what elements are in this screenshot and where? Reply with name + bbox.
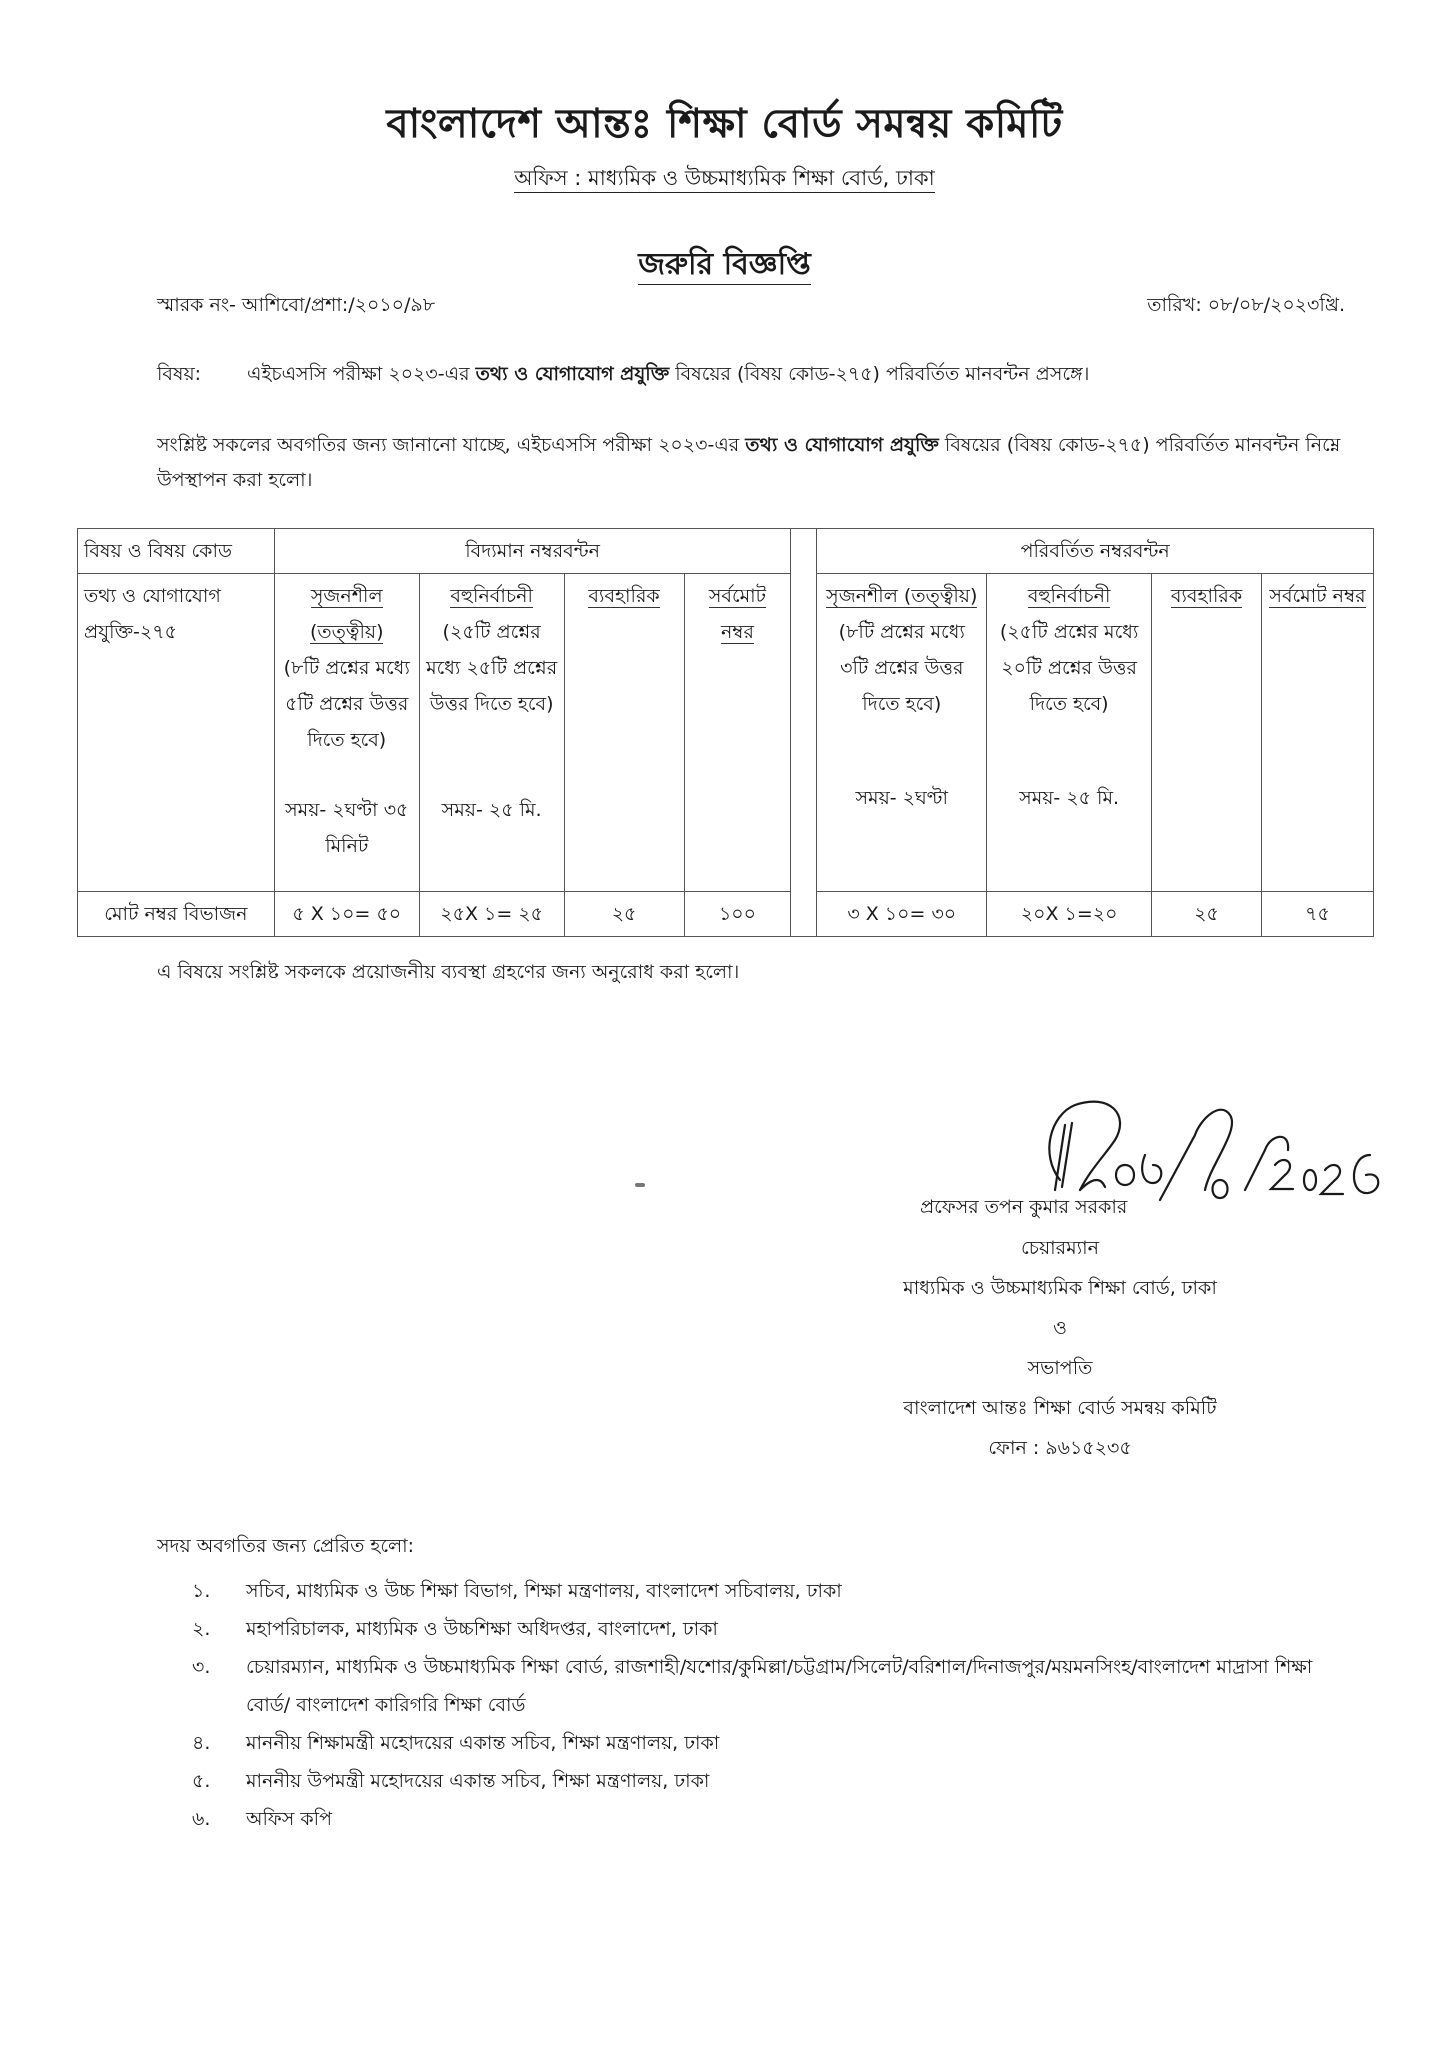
revised-header-cell: পরিবর্তিত নম্বরবন্টন — [817, 529, 1374, 574]
committee-title: বাংলাদেশ আন্তঃ শিক্ষা বোর্ড সমন্বয় কমিটি — [386, 100, 1063, 147]
para-text-1: সংশ্লিষ্ট সকলের অবগতির জন্য জানানো যাচ্ছে, এইচএসসি পরীক্ষা ২০২৩-এর — [157, 434, 746, 456]
cc-item — [192, 1800, 1392, 1838]
cc-item-number: ১. — [192, 1580, 211, 1602]
subject-label: বিষয়: — [157, 363, 202, 385]
existing-mcq-cell — [419, 574, 564, 892]
cc-item-text: মাননীয় উপমন্ত্রী মহোদয়ের একান্ত সচিব, শিক্ষা মন্ত্রণালয়, ঢাকা — [246, 1770, 710, 1792]
cc-item-number: ৫. — [192, 1770, 211, 1792]
cc-item-number: ৪. — [192, 1732, 211, 1754]
existing-total-title: সর্বমোট নম্বর — [708, 585, 767, 643]
revised-practical-total: ২৫ — [1152, 892, 1262, 937]
cc-item-number: ৬. — [192, 1808, 211, 1830]
cc-item — [192, 1762, 1392, 1800]
existing-header-cell: বিদ্যমান নম্বরবন্টন — [274, 529, 791, 574]
revised-mcq-desc: (২৫টি প্রশ্নের মধ্যে ২০টি প্রশ্নের উত্তর দিতে হবে) — [999, 621, 1139, 715]
conjunction: ও — [1053, 1317, 1067, 1339]
cc-item-text: অফিস কপি — [246, 1808, 332, 1830]
notice-title-text: জরুরি বিজ্ঞপ্তি — [638, 247, 811, 285]
cc-item — [192, 1648, 1392, 1724]
subject-text-bold: তথ্য ও যোগাযোগ প্রযুক্তি — [475, 363, 670, 385]
cc-item-number: ৩. — [192, 1656, 211, 1678]
existing-creative-title: সৃজনশীল (তত্ত্বীয়) — [310, 585, 384, 643]
revised-grand-total: ৭৫ — [1261, 892, 1373, 937]
cc-item — [192, 1724, 1392, 1762]
revised-creative-cell — [817, 574, 987, 892]
existing-total-cell — [684, 574, 791, 892]
marks-distribution-table — [77, 528, 1374, 937]
designation-2: সভাপতি — [1027, 1357, 1093, 1379]
existing-practical-title: ব্যবহারিক — [588, 585, 660, 607]
existing-creative-desc: (৮টি প্রশ্নের মধ্যে ৫টি প্রশ্নের উত্তর দিতে হবে) — [283, 657, 410, 751]
phone: ফোন : ৯৬১৫২৩৫ — [988, 1437, 1132, 1459]
existing-practical-cell — [564, 574, 684, 892]
revised-mcq-title: বহুনির্বাচনী — [1027, 585, 1111, 607]
revised-creative-desc: (৮টি প্রশ্নের মধ্যে ৩টি প্রশ্নের উত্তর দিতে হবে) — [838, 621, 965, 715]
revised-creative-time: সময়- ২ঘণ্টা — [855, 787, 949, 809]
cc-item-number: ২. — [192, 1618, 211, 1640]
cc-item-text: চেয়ারম্যান, মাধ্যমিক ও উচ্চমাধ্যমিক শিক্ষা বোর্ড, রাজশাহী/যশোর/কুমিল্লা/চট্টগ্রাম/সিলেট/বরিশাল/দিনাজপুর/ময়মনসিংহ/বাংলাদেশ মাদ্রাসা শিক্ষা বোর্ড/ বাংলাদেশ কারিগরি শিক্ষা বোর্ড — [246, 1656, 1313, 1716]
existing-creative-time: সময়- ২ঘণ্টা ৩৫ মিনিট — [285, 799, 409, 857]
para-text-bold: তথ্য ও যোগাযোগ প্রযুক্তি — [745, 434, 939, 456]
memo-number: স্মারক নং- আশিবো/প্রশা:/২০১০/৯৮ — [157, 294, 436, 316]
existing-mcq-desc: (২৫টি প্রশ্নের মধ্যে ২৫টি প্রশ্নের উত্তর দিতে হবে) — [426, 621, 558, 715]
existing-grand-total: ১০০ — [684, 892, 791, 937]
signer-name: প্রফেসর তপন কুমার সরকার — [920, 1196, 1128, 1218]
subject-name-cell: তথ্য ও যোগাযোগ প্রযুক্তি-২৭৫ — [78, 574, 275, 892]
cc-item — [192, 1610, 1392, 1648]
cc-item-text: মহাপরিচালক, মাধ্যমিক ও উচ্চশিক্ষা অধিদপ্তর, বাংলাদেশ, ঢাকা — [246, 1618, 718, 1640]
cc-list — [192, 1572, 1392, 1838]
closing-line: এ বিষয়ে সংশ্লিষ্ট সকলকে প্রয়োজনীয় ব্যবস্থা গ্রহণের জন্য অনুরোধ করা হলো। — [157, 961, 740, 983]
table-header-row — [78, 529, 1374, 574]
cc-item-text: সচিব, মাধ্যমিক ও উচ্চ শিক্ষা বিভাগ, শিক্ষা মন্ত্রণালয়, বাংলাদেশ সচিবালয়, ঢাকা — [246, 1580, 842, 1602]
existing-mcq-total: ২৫X ১= ২৫ — [419, 892, 564, 937]
table-detail-row — [78, 574, 1374, 892]
existing-mcq-title: বহুনির্বাচনী — [450, 585, 533, 607]
notice-title — [0, 240, 1449, 291]
designation: চেয়ারম্যান — [1020, 1237, 1100, 1259]
office-text: অফিস : মাধ্যমিক ও উচ্চমাধ্যমিক শিক্ষা বোর্ড, ঢাকা — [514, 166, 935, 193]
handwritten-signature — [1020, 1095, 1400, 1209]
revised-creative-title: সৃজনশীল (তত্ত্বীয়) — [826, 585, 978, 607]
cc-item — [192, 1572, 1392, 1610]
subject-text-2: বিষয়ের (বিষয় কোড-২৭৫) পরিবর্তিত মানবন্টন প্রসঙ্গে। — [669, 363, 1090, 385]
revised-mcq-total: ২০X ১=২০ — [987, 892, 1152, 937]
office-line — [0, 162, 1449, 197]
spacer-column — [791, 529, 817, 937]
notice-date: তারিখ: ০৮/০৮/২০২৩খ্রি. — [1147, 294, 1345, 316]
body-paragraph — [157, 428, 1372, 498]
cc-item-text: মাননীয় শিক্ষামন্ত্রী মহোদয়ের একান্ত সচিব, শিক্ষা মন্ত্রণালয়, ঢাকা — [246, 1732, 720, 1754]
para-text-2: বিষয়ের (বিষয় কোড-২৭৫) পরিবর্তিত মানবন্টন নিম্নে উপস্থাপন করা হলো। — [157, 434, 1341, 491]
revised-practical-title: ব্যবহারিক — [1170, 585, 1243, 607]
revised-practical-cell — [1152, 574, 1262, 892]
table-totals-row — [78, 892, 1374, 937]
organization-2: বাংলাদেশ আন্তঃ শিক্ষা বোর্ড সমন্বয় কমিটি — [903, 1397, 1217, 1419]
scan-mark — [635, 1183, 645, 1187]
existing-creative-total: ৫ X ১০= ৫০ — [274, 892, 419, 937]
subject-header-cell: বিষয় ও বিষয় কোড — [78, 529, 275, 574]
revised-total-cell — [1261, 574, 1373, 892]
revised-total-title: সর্বমোট নম্বর — [1269, 585, 1366, 607]
revised-mcq-time: সময়- ২৫ মি. — [1019, 787, 1120, 809]
organization: মাধ্যমিক ও উচ্চমাধ্যমিক শিক্ষা বোর্ড, ঢাকা — [903, 1277, 1217, 1299]
existing-creative-cell — [274, 574, 419, 892]
revised-mcq-cell — [987, 574, 1152, 892]
subject-text-1: এইচএসসি পরীক্ষা ২০২৩-এর — [247, 363, 476, 385]
totals-label-cell: মোট নম্বর বিভাজন — [78, 892, 275, 937]
existing-practical-total: ২৫ — [564, 892, 684, 937]
cc-heading: সদয় অবগতির জন্য প্রেরিত হলো: — [157, 1535, 415, 1557]
signature-block — [820, 1228, 1300, 1468]
existing-mcq-time: সময়- ২৫ মি. — [441, 799, 542, 821]
revised-creative-total: ৩ X ১০= ৩০ — [817, 892, 987, 937]
subject-line — [157, 360, 1089, 392]
